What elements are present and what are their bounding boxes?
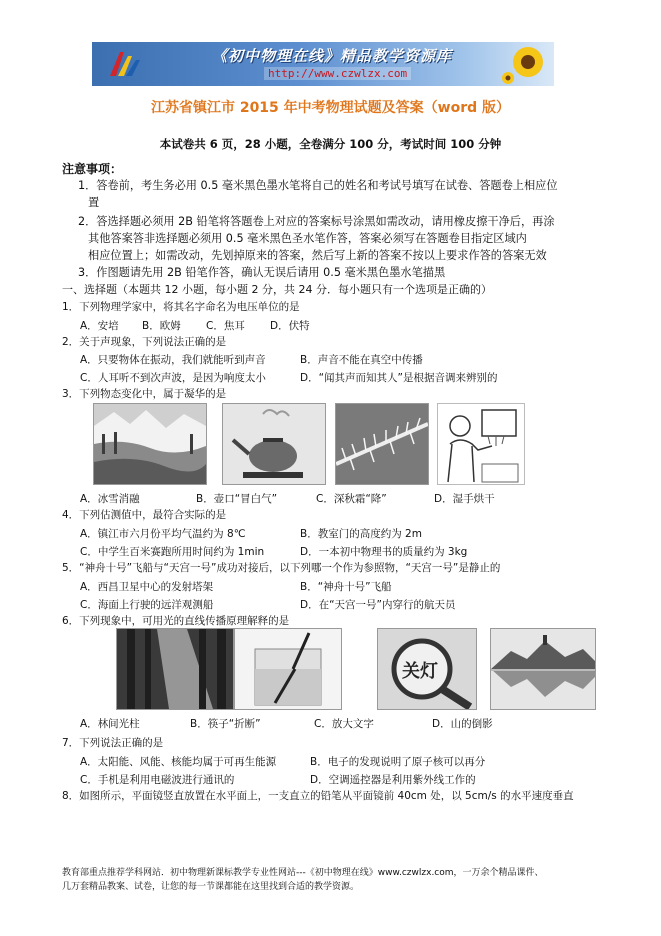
option: A．西昌卫星中心的发射塔架 [80,581,214,593]
question-stem: 3．下列物态变化中，属于凝华的是 [62,388,227,400]
banner-url[interactable]: http://www.czwlzx.com [264,67,411,80]
notice-line: 3．作图题请先用 2B 铅笔作答，确认无误后请用 0.5 毫米黑色墨水笔描黑 [78,266,446,279]
notice-line: 2．答选择题必须用 2B 铅笔将答题卷上对应的答案标号涂黑如需改动，请用橡皮擦干净后，再涂 [78,215,555,228]
option: D．山的倒影 [432,718,493,730]
question-stem: 2．关于声现象，下列说法正确的是 [62,336,227,348]
melting-snow-photo [93,403,207,485]
question-stem: 7．下列说法正确的是 [62,737,164,749]
section-heading: 一、选择题（本题共 12 小题，每小题 2 分，共 24 分．每小题只有一个选项是正确的） [62,283,492,296]
page-footer [62,866,544,894]
option: C．深秋霜“降” [316,493,387,505]
option: B．壶口“冒白气” [196,493,278,505]
option: D．“闻其声而知其人”是根据音调来辨别的 [300,372,498,384]
option: C．放大文字 [314,718,374,730]
option: C．手机是利用电磁波进行通讯的 [80,774,235,786]
option: B．声音不能在真空中传播 [300,354,423,366]
option: D．伏特 [270,320,310,332]
exam-info: 本试卷共 6 页，28 小题，全卷满分 100 分，考试时间 100 分钟 [159,137,502,151]
header-banner [92,42,554,86]
option: B．筷子“折断” [190,718,261,730]
option: B．电子的发现说明了原子核可以再分 [310,756,486,768]
frost-branch-photo [335,403,429,485]
option: A．安培 [80,320,119,332]
notice-line: 其他答案答非选择题必须用 0.5 毫米黑色圣水笔作答，答案必须写在答题卷目指定区域内 [88,232,527,245]
document-title: 江苏省镇江市 2015 年中考物理试题及答案（word 版） [150,100,511,116]
banner-title: 《初中物理在线》精品教学资源库 [212,47,453,65]
option: C．焦耳 [206,320,245,332]
option: A．只要物体在振动，我们就能听到声音 [80,354,266,366]
magnified-text: 关灯 [402,661,438,682]
option: B．教室门的高度约为 2m [300,528,422,540]
option: A．冰雪消融 [80,493,140,505]
question-stem: 8．如图所示，平面镜竖直放置在水平面上，一支直立的铅笔从平面镜前 40cm 处，以 5cm/s 的水平速度垂直 [62,790,574,802]
question-stem: 6．下列现象中，可用光的直线传播原理解释的是 [62,615,290,627]
site-logo-icon [106,46,142,82]
kettle-steam-photo [222,403,326,485]
option: A．镇江市六月份平均气温约为 8℃ [80,528,246,540]
option: C．中学生百米赛跑所用时间约为 1min [80,546,265,558]
hand-dryer-illustration [437,403,525,485]
footer-line: 教育部重点推荐学科网站．初中物理新课标教学专业性网站---《初中物理在线》www.czwlzx.com，一万余个精品课件、 [62,868,544,878]
question-stem: 4．下列估测值中，最符合实际的是 [62,509,227,521]
chopsticks-water-photo [234,628,342,710]
option: A．太阳能、风能、核能均属于可再生能源 [80,756,277,768]
question-stem: 1．下列物理学家中，将其名字命名为电压单位的是 [62,301,300,313]
notice-line: 相应位置上；如需改动，先划掉原来的答案，然后写上新的答案不按以上要求作答的答案无效 [88,249,547,262]
option: D．在“天宫一号”内穿行的航天员 [300,599,456,611]
sunflower-icon [502,44,550,84]
notice-line: 置 [88,196,100,209]
option: A．林间光柱 [80,718,140,730]
notice-title: 注意事项： [62,162,123,176]
magnifier-photo [377,628,477,710]
option: D．一本初中物理书的质量约为 3kg [300,546,468,558]
notice-line: 1．答卷前，考生务必用 0.5 毫米黑色墨水笔将自己的姓名和考试号填写在试卷、答题卷上相应位 [78,179,558,192]
option: D．湿手烘干 [434,493,495,505]
option: C．人耳听不到次声波，是因为响度太小 [80,372,266,384]
option: D．空调遥控器是利用紫外线工作的 [310,774,476,786]
option: C．海面上行驶的远洋观测船 [80,599,214,611]
forest-light-photo [116,628,234,710]
question-stem: 5．“神舟十号”飞船与“天宫一号”成功对接后，以下列哪一个作为参照物，“天宫一号”是静止的 [62,562,501,574]
footer-line: 几万套精品教案、试卷，让您的每一节课都能在这里找到合适的教学资源。 [62,882,360,892]
option: B．“神舟十号”飞船 [300,581,392,593]
mountain-reflection-photo [490,628,596,710]
option: B．欧姆 [142,320,181,332]
